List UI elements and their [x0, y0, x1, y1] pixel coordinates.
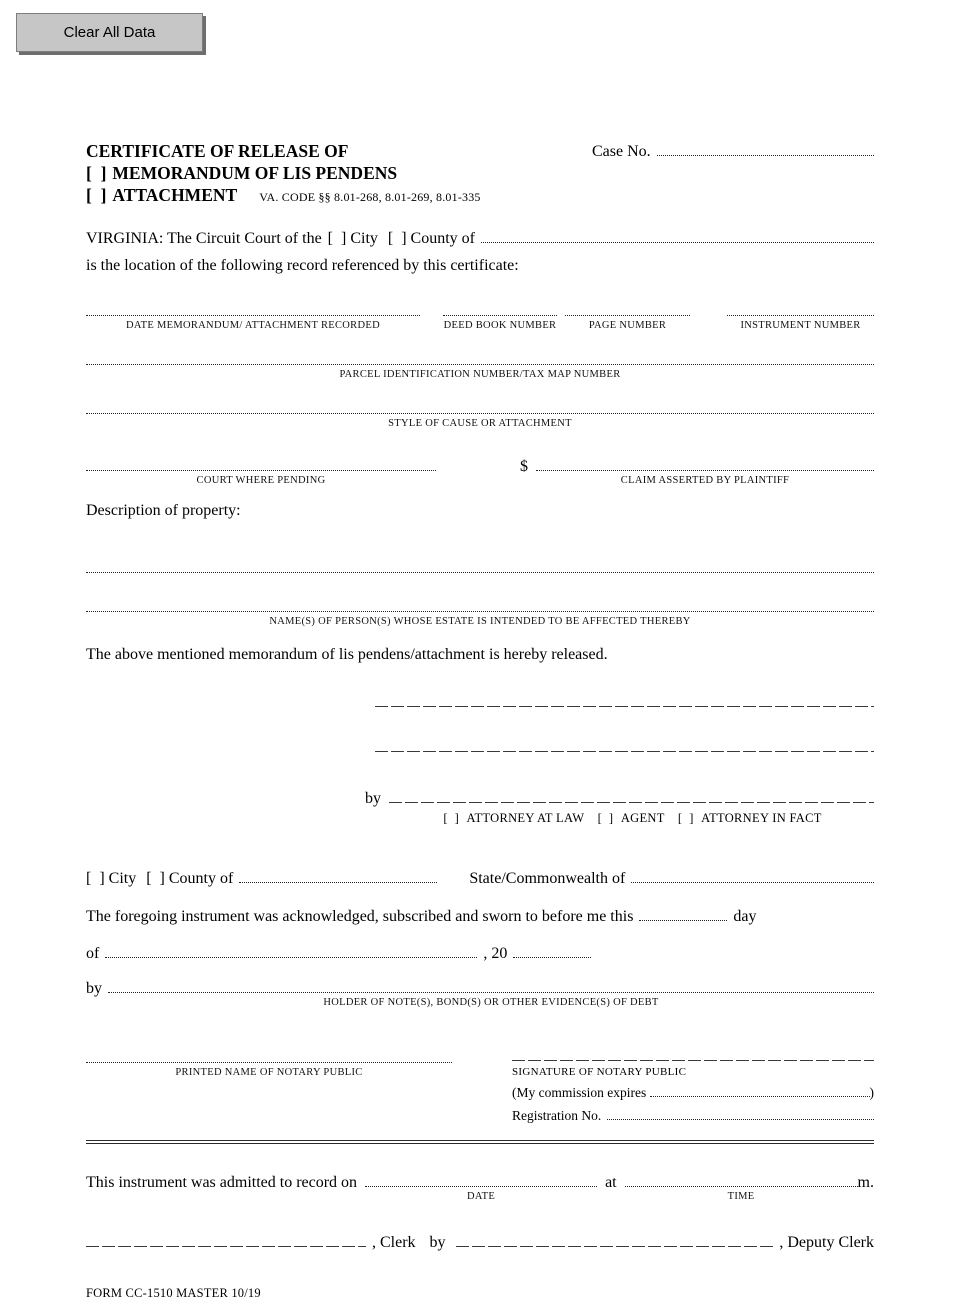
checkbox-county[interactable]: [ ] [387, 230, 407, 247]
admitted-row [86, 1174, 874, 1202]
clerk-label: , Clerk [372, 1234, 416, 1251]
meridiem-suffix: m. [857, 1174, 874, 1191]
commission-row [512, 1085, 874, 1101]
record-fields-row [86, 315, 874, 331]
by-label: by [365, 790, 381, 807]
admitted-sentence: This instrument was admitted to record on [86, 1174, 358, 1191]
clerk-row [86, 1234, 874, 1252]
ack-sentence-row [86, 908, 874, 926]
year-field[interactable] [513, 957, 591, 958]
claim-amount-field[interactable] [536, 470, 874, 486]
title-line-2: MEMORANDUM OF LIS PENDENS [112, 163, 398, 183]
ack-city-label: City [108, 870, 137, 887]
release-statement: The above mentioned memorandum of lis pendens/attachment is hereby released. [86, 646, 608, 663]
affected-persons-field[interactable] [86, 611, 874, 627]
notary-signature-block [512, 1060, 874, 1124]
description-label: Description of property: [86, 502, 241, 519]
month-field[interactable] [105, 957, 477, 958]
record-date-field[interactable] [365, 1186, 597, 1202]
dollar-sign: $ [520, 458, 528, 475]
date-recorded-field[interactable] [86, 315, 420, 331]
record-time-field[interactable] [625, 1186, 858, 1202]
instrument-number-field[interactable] [727, 315, 874, 331]
clerk-signature-field[interactable] [86, 1246, 366, 1247]
deed-book-caption: DEED BOOK NUMBER [443, 320, 557, 331]
commission-expires-field[interactable] [650, 1096, 869, 1097]
registration-row [512, 1108, 874, 1124]
county-label: County of [410, 230, 475, 247]
checkbox-ack-city[interactable]: [ ] [86, 870, 105, 887]
holder-field[interactable] [108, 992, 874, 1008]
affected-persons-caption: NAME(S) OF PERSON(S) WHOSE ESTATE IS INTENDED TO BE AFFECTED THEREBY [269, 616, 691, 627]
ack-city-county-field[interactable] [239, 882, 437, 883]
ack-county-label: County of [168, 870, 234, 887]
form-number: FORM CC-1510 MASTER 10/19 [86, 1286, 261, 1300]
attorney-in-fact-label: ATTORNEY IN FACT [701, 811, 822, 825]
property-description-field[interactable] [86, 572, 874, 573]
day-field[interactable] [639, 920, 727, 921]
registration-label: Registration No. [512, 1108, 602, 1123]
checkbox-agent[interactable]: [ ] [597, 811, 614, 825]
notary-section [86, 1060, 874, 1124]
court-claim-row [86, 458, 874, 486]
notary-signature-field[interactable] [512, 1060, 874, 1061]
instrument-number-caption: INSTRUMENT NUMBER [740, 320, 861, 331]
city-label: City [350, 230, 378, 247]
title-line-1: CERTIFICATE OF RELEASE OF [86, 141, 349, 161]
released-by-field[interactable] [389, 802, 874, 803]
commission-label: (My commission expires [512, 1085, 647, 1100]
parcel-id-field[interactable] [86, 364, 874, 380]
year-prefix: , 20 [483, 945, 508, 962]
case-no-label: Case No. [592, 143, 651, 160]
case-number-row [592, 143, 874, 161]
notary-printed-name-field[interactable] [86, 1062, 452, 1078]
signature-line-2[interactable] [375, 751, 874, 752]
checkbox-attorney-in-fact[interactable]: [ ] [677, 811, 694, 825]
checkbox-city[interactable]: [ ] [327, 230, 347, 247]
holder-by-label: by [86, 980, 102, 997]
form-header [86, 140, 874, 208]
form-title [86, 140, 592, 208]
deputy-clerk-signature-field[interactable] [456, 1246, 774, 1247]
clear-all-data-button[interactable]: Clear All Data [16, 13, 203, 52]
date-caption: DATE [467, 1191, 496, 1202]
checkbox-memorandum[interactable]: [ ] [86, 163, 107, 183]
ack-sentence: The foregoing instrument was acknowledged, subscribed and sworn to before me this [86, 908, 634, 925]
agent-label: AGENT [620, 811, 665, 825]
court-location-row [86, 230, 874, 248]
title-line-3: ATTACHMENT [112, 185, 238, 205]
checkbox-attachment[interactable]: [ ] [86, 185, 107, 205]
time-caption: TIME [727, 1191, 755, 1202]
location-statement: is the location of the following record referenced by this certificate: [86, 257, 519, 274]
deed-book-number-field[interactable] [443, 315, 557, 331]
day-label: day [733, 908, 757, 925]
section-divider [86, 1140, 874, 1144]
checkbox-attorney-at-law[interactable]: [ ] [443, 811, 460, 825]
city-county-name-field[interactable] [481, 242, 874, 243]
style-of-cause-field[interactable] [86, 413, 874, 429]
case-no-field[interactable] [657, 155, 874, 156]
parcel-id-caption: PARCEL IDENTIFICATION NUMBER/TAX MAP NUMBER [339, 369, 621, 380]
month-year-row [86, 945, 874, 963]
checkbox-ack-county[interactable]: [ ] [146, 870, 165, 887]
court-pending-field[interactable] [86, 470, 436, 486]
claim-caption: CLAIM ASSERTED BY PLAINTIFF [620, 475, 790, 486]
at-label: at [605, 1174, 617, 1191]
attorney-at-law-label: ATTORNEY AT LAW [466, 811, 585, 825]
holder-by-row [86, 980, 874, 1008]
date-recorded-caption: DATE MEMORANDUM/ ATTACHMENT RECORDED [126, 320, 380, 331]
capacity-options [391, 811, 874, 826]
va-code-reference: VA. CODE §§ 8.01-268, 8.01-269, 8.01-335 [259, 190, 481, 204]
notary-signature-caption: SIGNATURE OF NOTARY PUBLIC [512, 1066, 687, 1078]
holder-caption: HOLDER OF NOTE(S), BOND(S) OR OTHER EVIDENCE(S) OF DEBT [323, 997, 659, 1008]
state-commonwealth-field[interactable] [631, 882, 874, 883]
deputy-clerk-label: , Deputy Clerk [779, 1234, 874, 1251]
state-label: State/Commonwealth of [469, 870, 626, 887]
registration-no-field[interactable] [607, 1119, 874, 1120]
of-label: of [86, 945, 100, 962]
page-number-field[interactable] [565, 315, 690, 331]
released-by-row [365, 790, 874, 808]
signature-line-1[interactable] [375, 706, 874, 707]
commission-close: ) [869, 1085, 874, 1100]
virginia-court-label: VIRGINIA: The Circuit Court of the [86, 230, 322, 247]
court-pending-caption: COURT WHERE PENDING [196, 475, 326, 486]
notary-printed-caption: PRINTED NAME OF NOTARY PUBLIC [175, 1067, 363, 1078]
clerk-by-label: by [429, 1234, 446, 1251]
style-of-cause-caption: STYLE OF CAUSE OR ATTACHMENT [388, 418, 572, 429]
ack-location-row [86, 870, 874, 888]
page-number-caption: PAGE NUMBER [588, 320, 667, 331]
